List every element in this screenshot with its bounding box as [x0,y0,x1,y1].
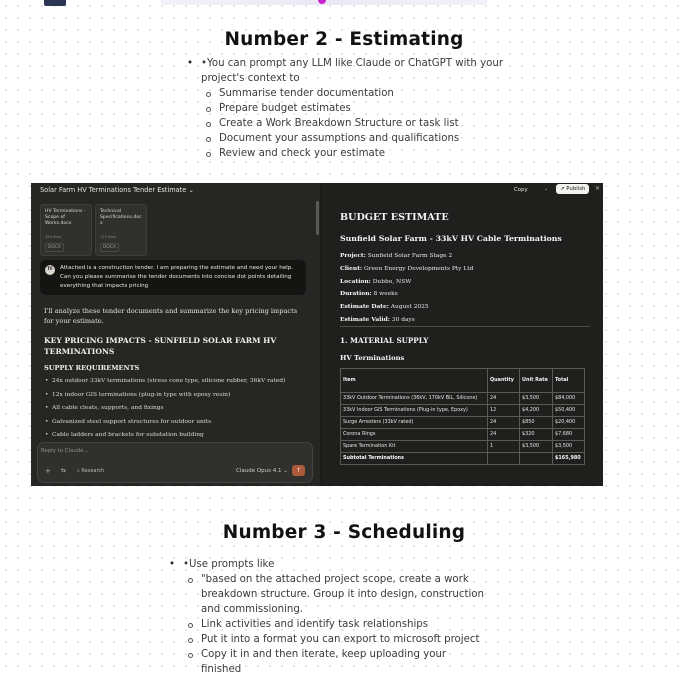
list-item [187,131,507,146]
list-item-text: Document your assumptions and qualifications [219,133,460,144]
table-cell: $4,200 [520,405,553,417]
meta-row [340,288,473,301]
list-item-text: •Use prompts like [183,559,275,570]
estimate-metadata [340,250,473,327]
meta-value: 8 weeks [373,291,398,298]
list-item: • 24x outdoor 33kV terminations (stress cone type, silicone rubber, 36kV rated) [44,375,314,389]
table-header-row [341,369,585,393]
claude-screenshot [31,183,603,486]
table-cell: $20,400 [553,417,585,429]
scheduling-list [169,557,489,677]
plus-icon[interactable]: + [45,467,51,475]
meta-value: August 2025 [390,304,429,311]
list-item [169,617,489,632]
meta-value: 30 days [391,316,415,323]
avatar: TF [45,265,55,275]
list-item [169,632,489,647]
meta-label: Client: [340,264,363,272]
list-item-text: Prepare budget estimates [219,103,351,114]
meta-row [340,263,473,276]
meta-value: Dubbo, NSW [372,278,412,285]
list-item-text: Summarise tender documentation [219,88,394,99]
list-item-text: Put it into a format you can export to microsoft project [201,634,480,645]
table-cell [520,453,553,465]
list-item-text: Review and check your estimate [219,148,386,159]
attachment-name: HV Terminations - Scope of Works.docx [45,209,86,226]
table-cell: Corona Rings [341,429,488,441]
list-item: • 12x indoor GIS terminations (plug-in type with epoxy resin) [44,389,314,403]
section-heading: 1. MATERIAL SUPPLY [340,336,429,345]
column-header: Item [341,369,488,393]
table-cell: $50,400 [553,405,585,417]
meta-row [340,250,473,263]
conversation-title[interactable] [40,186,194,194]
assistant-reply-intro: I'll analyze these tender documents and summarize the key pricing impacts for your estimate. [44,307,298,325]
reply-input[interactable] [37,442,313,483]
conversation-title-text: Solar Farm HV Terminations Tender Estimate [40,186,187,194]
list-item: • Galvanized steel support structures for outdoor units [44,416,314,430]
table-cell: Spare Termination Kit [341,441,488,453]
meta-value: Sunfield Solar Farm Stage 2 [367,253,453,259]
list-item [169,557,489,572]
copy-button[interactable]: Copy [514,187,528,193]
chevron-down-icon: ⌄ [188,186,194,194]
subtotal-row [341,453,585,465]
list-item-text: Create a Work Breakdown Structure or task list [219,118,459,129]
research-button[interactable] [77,468,104,474]
table-cell: $850 [520,417,553,429]
column-header: Total [553,369,585,393]
model-label: Claude Opus 4.1 [236,468,282,474]
list-item [169,572,489,617]
tools-icon[interactable]: ⇆ [61,467,67,474]
list-item: • All cable cleats, supports, and fixings [44,402,314,416]
terminations-table [340,368,585,465]
list-item [187,116,507,131]
section-heading-scheduling: Number 3 - Scheduling [222,522,466,543]
list-item [187,86,507,101]
meta-label: Duration: [340,290,372,298]
estimating-list [187,56,507,161]
column-header: Quantity [488,369,520,393]
supply-list [44,375,314,443]
meta-value: Green Energy Developments Pty Ltd [363,265,474,272]
table-cell: 24 [488,429,520,441]
table-cell: Subtotal Terminations [341,453,488,465]
table-cell: 24 [488,393,520,405]
assistant-reply-heading: KEY PRICING IMPACTS - SUNFIELD SOLAR FARM HV TERMINATIONS [44,336,277,356]
list-item-text: Copy it in and then iterate, keep uploading your finished [201,649,447,675]
close-icon[interactable]: ✕ [595,185,601,192]
table-cell: $165,980 [553,453,585,465]
attachment-type-badge: DOCX [100,243,119,252]
column-header: Unit Rate [520,369,553,393]
table-cell: 1 [488,441,520,453]
list-item: • Cable ladders and brackets for substation building [44,429,314,443]
table-row [341,393,585,405]
meta-label: Location: [340,277,371,285]
list-item-text: Link activities and identify task relationships [201,619,429,630]
table-cell: 33kV Indoor GIS Terminations (Plug-in type, Epoxy) [341,405,488,417]
artifact-pane [322,183,603,486]
table-cell: $84,000 [553,393,585,405]
publish-label: Publish [566,186,586,192]
search-icon: ⌕ [77,468,80,474]
list-item [169,647,489,677]
list-item-text: "based on the attached project scope, create a work breakdown structure. Group it into design, construction and commissioning. [201,574,484,615]
attachment-meta: 154 lines [45,235,62,239]
project-heading: Sunfield Solar Farm - 33kV HV Cable Terminations [340,234,562,243]
top-edge-block [44,0,66,6]
table-cell: 33kV Outdoor Terminations (36kV, 170kV BIL, Silicone) [341,393,488,405]
table-cell: 24 [488,417,520,429]
list-item-text: •You can prompt any LLM like Claude or ChatGPT with your project's context to [201,58,504,84]
meta-label: Estimate Valid: [340,315,390,323]
list-item [187,146,507,161]
meta-row [340,301,473,314]
chat-pane [31,183,320,486]
assistant-reply-subheading: SUPPLY REQUIREMENTS [44,364,140,372]
table-cell: $3,500 [520,441,553,453]
attachment-meta: 175 lines [100,235,117,239]
reply-input-placeholder: Reply to Claude... [41,448,89,454]
table-cell: 12 [488,405,520,417]
table-cell: $320 [520,429,553,441]
attachment-card[interactable] [40,204,92,256]
table-cell: $7,680 [553,429,585,441]
attachment-type-badge: DOCX [45,243,64,252]
table-row [341,441,585,453]
chevron-down-icon[interactable]: ⌄ [544,186,549,192]
table-cell: $3,500 [553,441,585,453]
meta-label: Project: [340,252,366,259]
list-item [187,101,507,116]
chevron-down-icon: ⌄ [283,468,288,474]
list-item [187,56,507,86]
table-cell: $3,500 [520,393,553,405]
table-cell [488,453,520,465]
model-selector[interactable] [236,468,288,474]
table-row [341,417,585,429]
subsection-heading: HV Terminations [340,354,405,362]
meta-row [340,314,473,327]
attachment-name: Technical Specifications.doc x [100,209,142,226]
table-row [341,429,585,441]
publish-button[interactable] [556,184,589,194]
divider [340,326,590,327]
attachment-card[interactable] [95,204,147,256]
meta-label: Estimate Date: [340,303,389,311]
document-title: BUDGET ESTIMATE [340,212,449,223]
section-heading-estimating: Number 2 - Estimating [224,29,464,50]
table-cell: Surge Arresters (33kV rated) [341,417,488,429]
share-icon: ↗ [560,186,565,192]
meta-row [340,276,473,289]
send-button[interactable]: ↑ [292,465,305,476]
table-row [341,405,585,417]
user-message [40,260,306,295]
chat-scrollbar[interactable] [316,201,319,235]
research-label: Research [81,468,105,474]
user-message-text: Attached is a construction tender. I am preparing the estimate and need your help. Can you please summarise the tender documents into concise dot points detailing everything that impacts pricing [60,265,294,289]
